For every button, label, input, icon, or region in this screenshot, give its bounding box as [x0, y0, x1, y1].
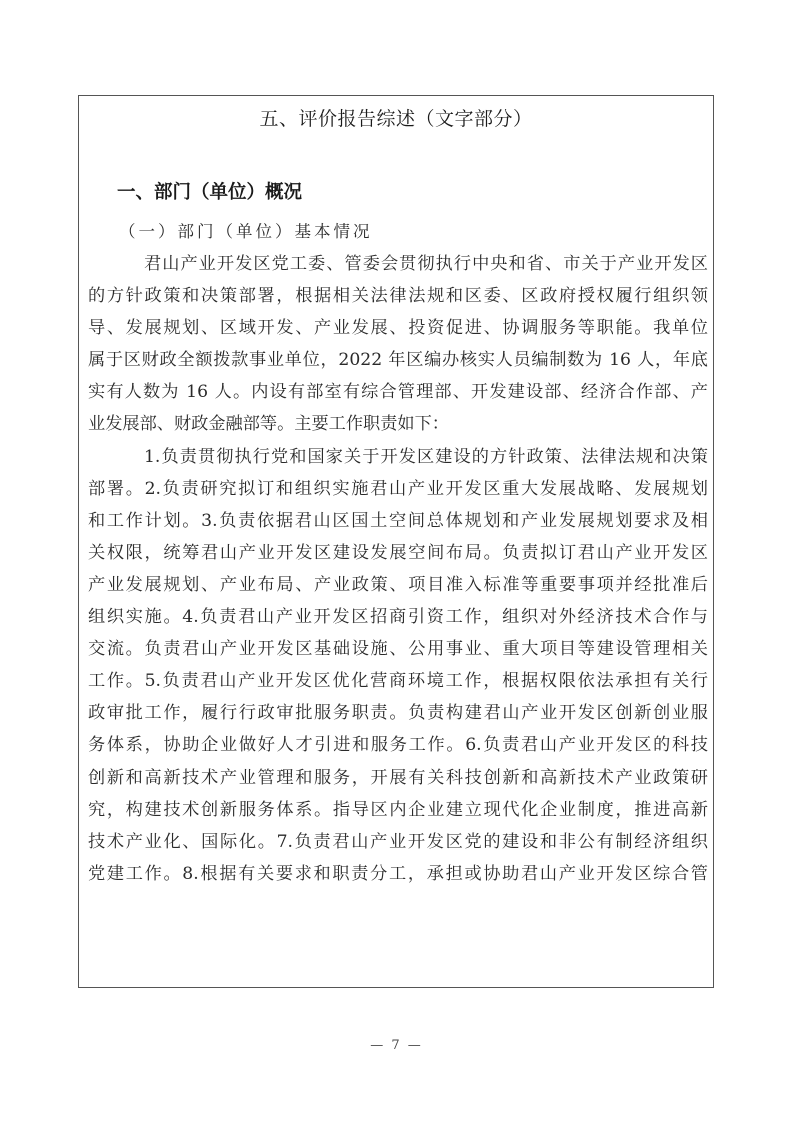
section-title: 五、评价报告综述（文字部分）	[259, 108, 533, 130]
text-line: 创新和高新技术产业管理和服务，开展有关科技创新和高新技术产业政策研	[88, 767, 708, 788]
paragraph-overview	[88, 248, 708, 441]
text-line: 导、发展规划、区域开发、产业发展、投资促进、协调服务等职能。我单位	[88, 318, 708, 339]
text-line: 交流。负责君山产业开发区基础设施、公用事业、重大项目等建设管理相关	[88, 639, 708, 660]
body-text	[88, 248, 708, 890]
text-line: 关权限，统筹君山产业开发区建设发展空间布局。负责拟订君山产业开发区	[88, 542, 708, 563]
page-number: — 7 —	[370, 1038, 423, 1053]
text-line: 的方针政策和决策部署，根据相关法律法规和区委、区政府授权履行组织领	[88, 286, 708, 307]
text-line: 务体系，协助企业做好人才引进和服务工作。6.负责君山产业开发区的科技	[88, 735, 708, 756]
report-frame	[78, 95, 714, 988]
paragraph-duties	[88, 441, 708, 890]
text-line: 组织实施。4.负责君山产业开发区招商引资工作，组织对外经济技术合作与	[88, 607, 708, 628]
text-line: 君山产业开发区党工委、管委会贯彻执行中央和省、市关于产业开发区	[144, 254, 708, 274]
text-line: 技术产业化、国际化。7.负责君山产业开发区党的建设和非公有制经济组织	[88, 831, 708, 852]
heading-basic-info: （一）部门（单位）基本情况	[119, 222, 373, 241]
text-line: 1.负责贯彻执行党和国家关于开发区建设的方针政策、法律法规和决策	[144, 446, 708, 467]
text-line: 党建工作。8.根据有关要求和职责分工，承担或协助君山产业开发区综合管	[88, 863, 708, 884]
text-line: 产业发展规划、产业布局、产业政策、项目准入标准等重要事项并经批准后	[88, 574, 708, 595]
text-line: 工作。5.负责君山产业开发区优化营商环境工作，根据权限依法承担有关行	[88, 671, 708, 692]
text-line: 部署。2.负责研究拟订和组织实施君山产业开发区重大发展战略、发展规划	[88, 478, 708, 499]
text-line: 和工作计划。3.负责依据君山区国土空间总体规划和产业发展规划要求及相	[88, 510, 708, 531]
heading-department-overview: 一、部门（单位）概况	[117, 182, 303, 203]
text-line: 业发展部、财政金融部等。主要工作职责如下：	[88, 414, 449, 435]
text-line: 究，构建技术创新服务体系。指导区内企业建立现代化企业制度，推进高新	[88, 799, 708, 820]
text-line: 实有人数为 16 人。内设有部室有综合管理部、开发建设部、经济合作部、产	[88, 382, 708, 403]
text-line: 属于区财政全额拨款事业单位，2022 年区编办核实人员编制数为 16 人，年底	[88, 350, 708, 371]
text-line: 政审批工作，履行行政审批服务职责。负责构建君山产业开发区创新创业服	[88, 703, 708, 724]
